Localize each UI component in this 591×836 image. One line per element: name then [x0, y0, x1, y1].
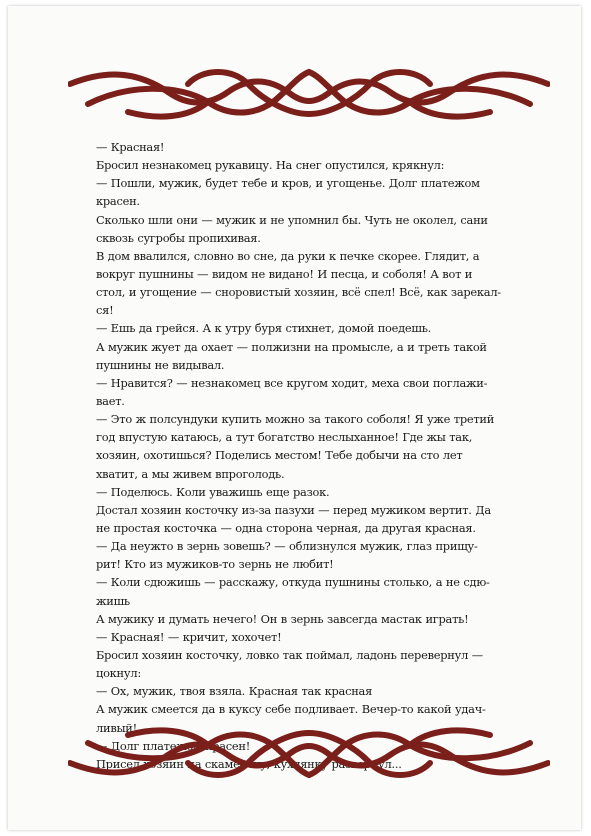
story-line: рит! Кто из мужиков-то зернь не любит! — [96, 557, 334, 572]
story-line: — Ох, мужик, твоя взяла. Красная так красная — [96, 684, 373, 699]
story-text — [96, 138, 536, 773]
story-line: вокруг пушнины — видом не видано! И песца, и соболя! А вот и — [96, 266, 473, 281]
celtic-knot-ornament-top — [68, 64, 550, 126]
story-line: год впустую катаюсь, а тут богатство неслыханное! Где жы так, — [96, 430, 473, 445]
story-line: Бросил хозяин косточку, ловко так поймал, ладонь перевернул — — [96, 647, 483, 662]
story-line: пушнины не видывал. — [96, 357, 225, 372]
story-line: хватит, а мы живем впроголодь. — [96, 466, 285, 481]
story-line: жишь — [96, 593, 130, 608]
story-line: — Поделюсь. Коли уважишь еще разок. — [96, 484, 330, 499]
story-line: Присел хозяин на скамеечку, кухлянку развернул... — [96, 756, 402, 771]
story-line: — Да неужто в зернь зовешь? — облизнулся мужик, глаз прищу- — [96, 539, 478, 554]
story-line: Сколько шли они — мужик и не упомнил бы. Чуть не околел, сани — [96, 212, 488, 227]
story-line: вает. — [96, 393, 125, 408]
story-line: — Долг платежом красен! — [96, 738, 251, 753]
story-line: не простая косточка — одна сторона черная, да другая красная. — [96, 520, 476, 535]
story-line: цокнул: — [96, 666, 141, 681]
celtic-knot-ornament-bottom — [68, 721, 550, 783]
story-line: — Пошли, мужик, будет тебе и кров, и угощенье. Долг платежом — [96, 176, 480, 191]
story-line: хозяин, охотишься? Поделись местом! Тебе добычи на сто лет — [96, 448, 463, 463]
story-line: стол, и угощение — сноровистый хозяин, всё спел! Всё, как зарекал- — [96, 285, 501, 300]
story-line: — Красная! — кричит, хохочет! — [96, 629, 282, 644]
page-sheet — [8, 6, 581, 830]
story-line: А мужик жует да охает — полжизни на промысле, а и треть такой — [96, 339, 487, 354]
story-line: ся! — [96, 303, 114, 318]
story-line: красен. — [96, 194, 140, 209]
story-line: ливый! — [96, 720, 137, 735]
story-line: А мужику и думать нечего! Он в зернь завсегда мастак играть! — [96, 611, 469, 626]
story-line: — Нравится? — незнакомец все кругом ходит, меха свои поглажи- — [96, 375, 488, 390]
story-line: — Это ж полсундуки купить можно за такого соболя! Я уже третий — [96, 412, 495, 427]
story-line: — Ешь да грейся. А к утру буря стихнет, домой поедешь. — [96, 321, 432, 336]
story-line: — Коли сдюжишь — расскажу, откуда пушнины столько, а не сдю- — [96, 575, 490, 590]
story-line: Бросил незнакомец рукавицу. На снег опустился, крякнул: — [96, 158, 445, 173]
story-line: Достал хозяин косточку из-за пазухи — перед мужиком вертит. Да — [96, 502, 491, 517]
story-line: сквозь сугробы пропихивая. — [96, 230, 261, 245]
story-line: В дом ввалился, словно во сне, да руки к печке скорее. Глядит, а — [96, 248, 480, 263]
story-line: — Красная! — [96, 140, 165, 154]
story-line: А мужик смеется да в куксу себе подливает. Вечер-то какой удач- — [96, 702, 486, 717]
